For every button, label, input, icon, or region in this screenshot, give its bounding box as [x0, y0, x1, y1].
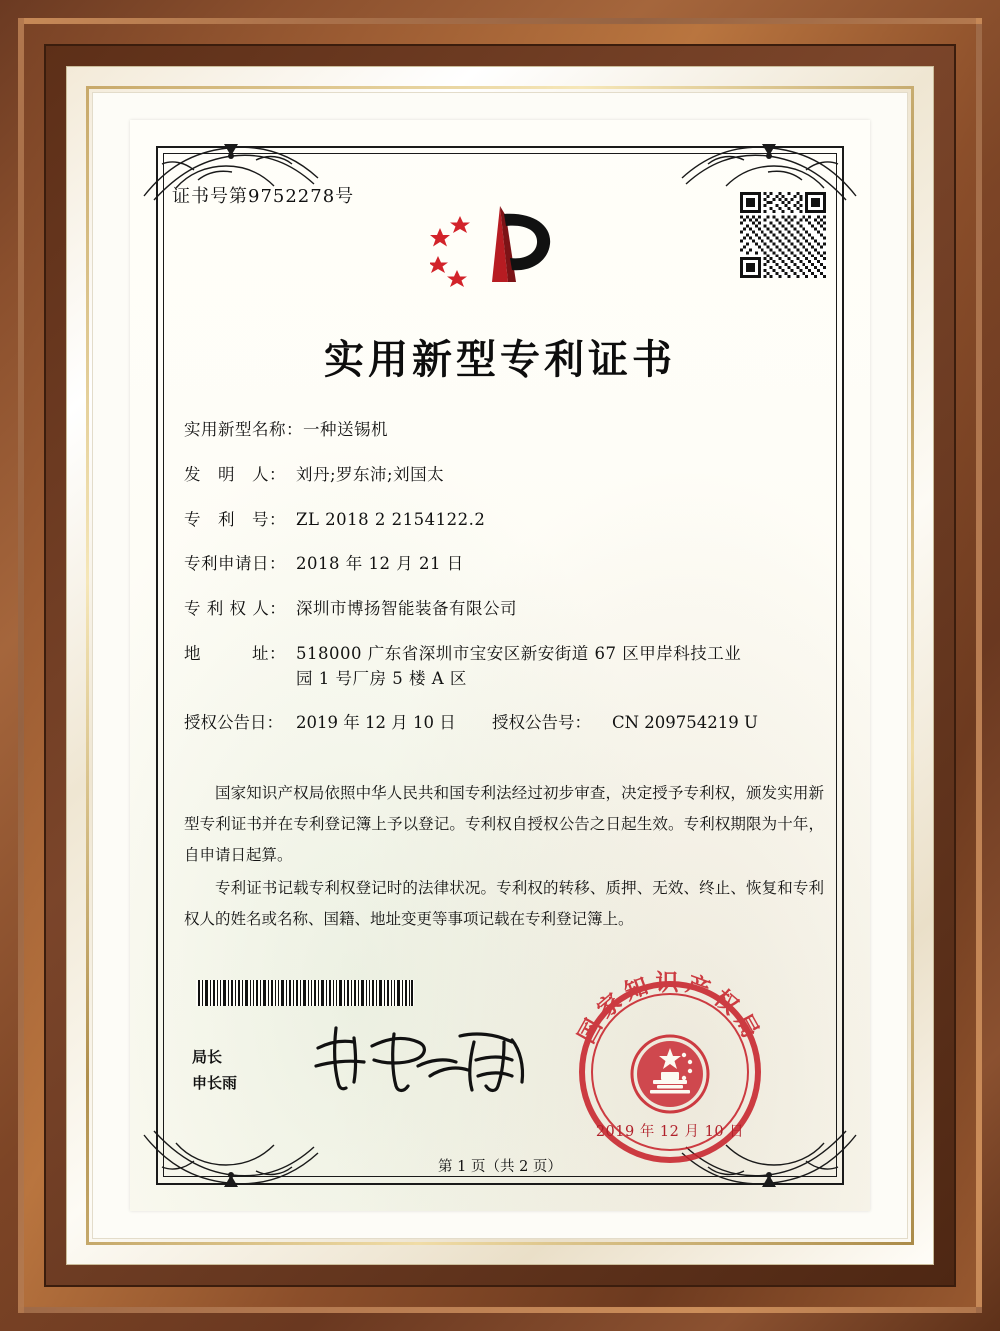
field-value-name: 一种送锡机: [303, 420, 388, 439]
legal-text: [184, 778, 824, 937]
certificate-number: 证书号第9752278号: [172, 186, 355, 207]
official-seal: [560, 962, 780, 1182]
announcement-date-label: 授权公告日：: [184, 713, 283, 733]
field-label-inventors: 发 明 人：: [184, 464, 286, 484]
patent-fields: [184, 418, 824, 754]
legal-paragraph-2: 专利证书记载专利权登记时的法律状况。专利权的转移、质押、无效、终止、恢复和专利权人的姓名或名称、国籍、地址变更等事项记载在专利登记簿上。: [184, 879, 824, 928]
address-line-2: 园 1 号厂房 5 楼 A 区: [296, 668, 467, 688]
signature-labels: [192, 1045, 237, 1096]
certificate-content: [130, 120, 870, 1211]
svg-text:国家知识产权局: 国家知识产权局: [572, 969, 768, 1048]
address-line-1: 518000 广东省深圳市宝安区新安街道 67 区甲岸科技工业: [296, 643, 742, 663]
director-role-label: 局长: [192, 1048, 223, 1066]
patent-emblem-icon: [430, 198, 570, 288]
field-label-patent-no: 专 利 号：: [184, 509, 286, 529]
page-title: 实用新型专利证书: [324, 336, 676, 383]
field-label-name: 实用新型名称：: [184, 420, 303, 439]
announcement-number-label: 授权公告号：: [492, 713, 591, 733]
field-row: [184, 463, 824, 488]
field-value-patent-no: ZL 2018 2 2154122.2: [296, 509, 486, 529]
field-value-filing-date: 2018 年 12 月 21 日: [296, 554, 464, 574]
announcement-row: [184, 711, 824, 736]
certificate-document: [130, 120, 870, 1211]
field-row: [184, 508, 824, 533]
legal-paragraph-1: 国家知识产权局依照中华人民共和国专利法经过初步审查，决定授予专利权，颁发实用新型专利证书并在专利登记簿上予以登记。专利权自授权公告之日起生效。专利权期限为十年，自申请日起算。: [184, 784, 824, 864]
field-row: [184, 642, 824, 692]
field-label-address: 地 址：: [184, 643, 286, 663]
qr-code-icon: [740, 192, 826, 278]
field-label-filing-date: 专利申请日：: [184, 554, 286, 574]
field-row: [184, 597, 824, 622]
announcement-date-value: 2019 年 12 月 10 日: [296, 713, 456, 733]
field-label-patentee: 专 利 权 人：: [184, 599, 287, 618]
barcode: [196, 980, 414, 1006]
field-value-inventors: 刘丹;罗东沛;刘国太: [296, 464, 445, 484]
field-value-patentee: 深圳市博扬智能装备有限公司: [296, 599, 517, 618]
field-row: [184, 552, 824, 577]
field-row: [184, 418, 824, 443]
page-number: 第 1 页（共 2 页）: [438, 1159, 562, 1175]
announcement-number-value: CN 209754219 U: [612, 713, 758, 733]
director-name-label: 申长雨: [192, 1073, 238, 1092]
seal-date: 2019 年 12 月 10 日: [595, 1124, 745, 1140]
field-value-address: [296, 642, 824, 692]
handwritten-signature-icon: [308, 1020, 538, 1100]
